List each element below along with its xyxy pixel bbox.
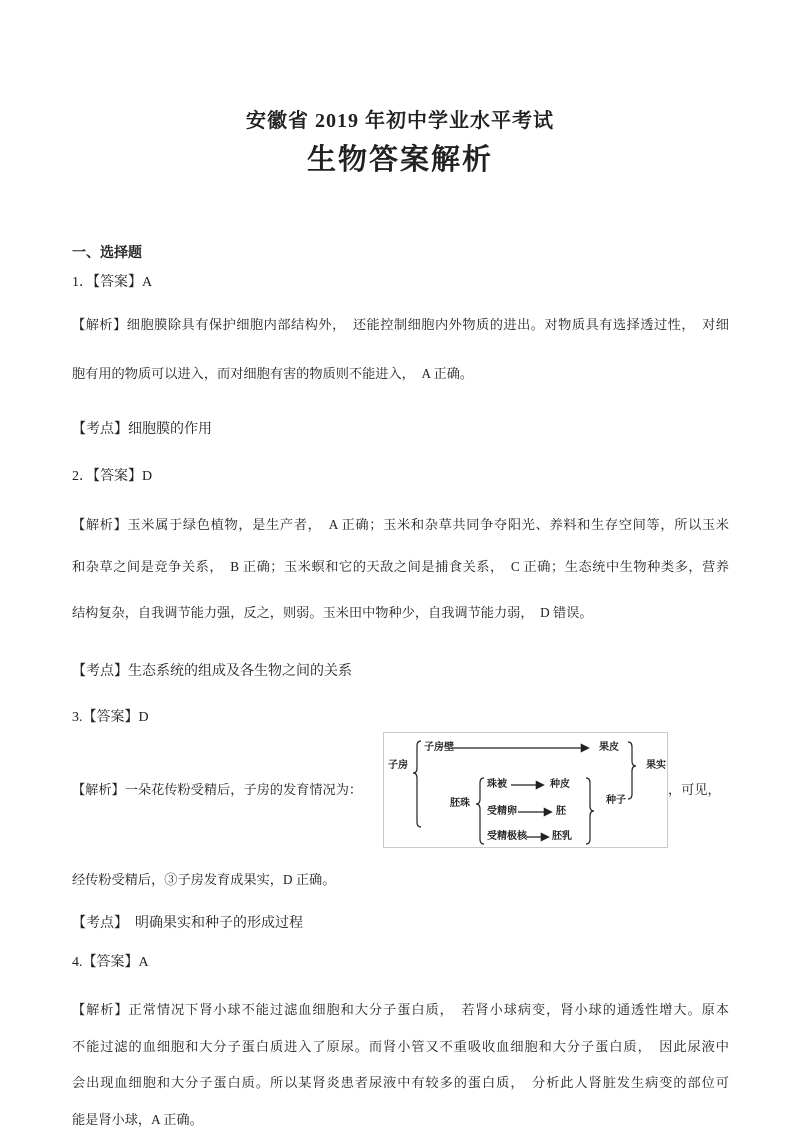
q3-analysis-after-diagram: ，可见， bbox=[668, 782, 721, 797]
doc-title-line1: 安徽省 2019 年初中学业水平考试 bbox=[246, 110, 554, 132]
diagram-node-embryo: 胚 bbox=[556, 806, 566, 817]
diagram-node-seed-coat: 种皮 bbox=[550, 779, 570, 790]
doc-title-line2: 生物答案解析 bbox=[306, 144, 493, 176]
diagram-node-seed: 种子 bbox=[606, 795, 626, 806]
diagram-node-endosperm: 胚乳 bbox=[552, 831, 572, 842]
ovary-development-diagram bbox=[383, 732, 668, 848]
q2-analysis-line-2: 和杂草之间是竞争关系， B 正确；玉米螟和它的天敌之间是捕食关系， C 正确；生态统中生物种类多，营养 bbox=[72, 559, 729, 574]
q4-analysis-line-3: 会出现血细胞和大分子蛋白质。所以某肾炎患者尿液中有较多的蛋白质， 分析此人肾脏发生病变的部位可 bbox=[72, 1075, 729, 1090]
diagram-node-fruit: 果实 bbox=[646, 760, 666, 771]
q3-answer-line: 3.【答案】D bbox=[72, 710, 149, 725]
q2-answer-line: 2．【答案】D bbox=[72, 469, 153, 484]
q2-analysis-line-1: 【解析】玉米属于绿色植物，是生产者， A 正确；玉米和杂草共同争夺阳光、养料和生存空间等，所以玉米 bbox=[72, 517, 729, 532]
diagram-node-ovary: 子房 bbox=[388, 760, 408, 771]
diagram-node-ovule: 胚珠 bbox=[450, 798, 470, 809]
q2-keypoint-line: 【考点】生态系统的组成及各生物之间的关系 bbox=[72, 664, 352, 679]
q1-keypoint-line: 【考点】细胞膜的作用 bbox=[72, 422, 212, 437]
diagram-node-fertilized-egg: 受精卵 bbox=[487, 806, 517, 817]
q1-analysis-line-1: 【解析】细胞膜除具有保护细胞内部结构外， 还能控制细胞内外物质的进出。对物质具有选择透过性， 对细 bbox=[72, 317, 729, 332]
q4-analysis-line-2: 不能过滤的血细胞和大分子蛋白质进入了原尿。而肾小管又不重吸收血细胞和大分子蛋白质， 因此尿液中 bbox=[72, 1039, 729, 1054]
q4-analysis-line-1: 【解析】正常情况下肾小球不能过滤血细胞和大分子蛋白质， 若肾小球病变，肾小球的通透性增大。原本 bbox=[72, 1002, 729, 1017]
section-heading: 一、选择题 bbox=[72, 244, 142, 260]
q2-analysis-line-3: 结构复杂，自我调节能力强，反之，则弱。玉米田中物种少，自我调节能力弱， D 错误。 bbox=[72, 605, 593, 620]
diagram-node-fertilized-polar-nucleus: 受精极核 bbox=[487, 831, 527, 842]
q1-answer-line: 1．【答案】A bbox=[72, 275, 153, 290]
diagram-node-pericarp: 果皮 bbox=[599, 742, 619, 753]
diagram-node-integument: 珠被 bbox=[487, 779, 507, 790]
q3-analysis-line-2: 经传粉受精后，③子房发育成果实，D 正确。 bbox=[72, 872, 336, 887]
diagram-node-ovary-wall: 子房壁 bbox=[424, 742, 454, 753]
q4-analysis-line-4: 能是肾小球，A 正确。 bbox=[72, 1112, 203, 1127]
q1-analysis-line-2: 胞有用的物质可以进入，而对细胞有害的物质则不能进入， A 正确。 bbox=[72, 366, 474, 381]
q3-keypoint-line: 【考点】 明确果实和种子的形成过程 bbox=[72, 916, 303, 931]
q3-analysis-before-diagram: 【解析】一朵花传粉受精后，子房的发育情况为： bbox=[72, 782, 363, 797]
q4-answer-line: 4.【答案】A bbox=[72, 955, 149, 970]
